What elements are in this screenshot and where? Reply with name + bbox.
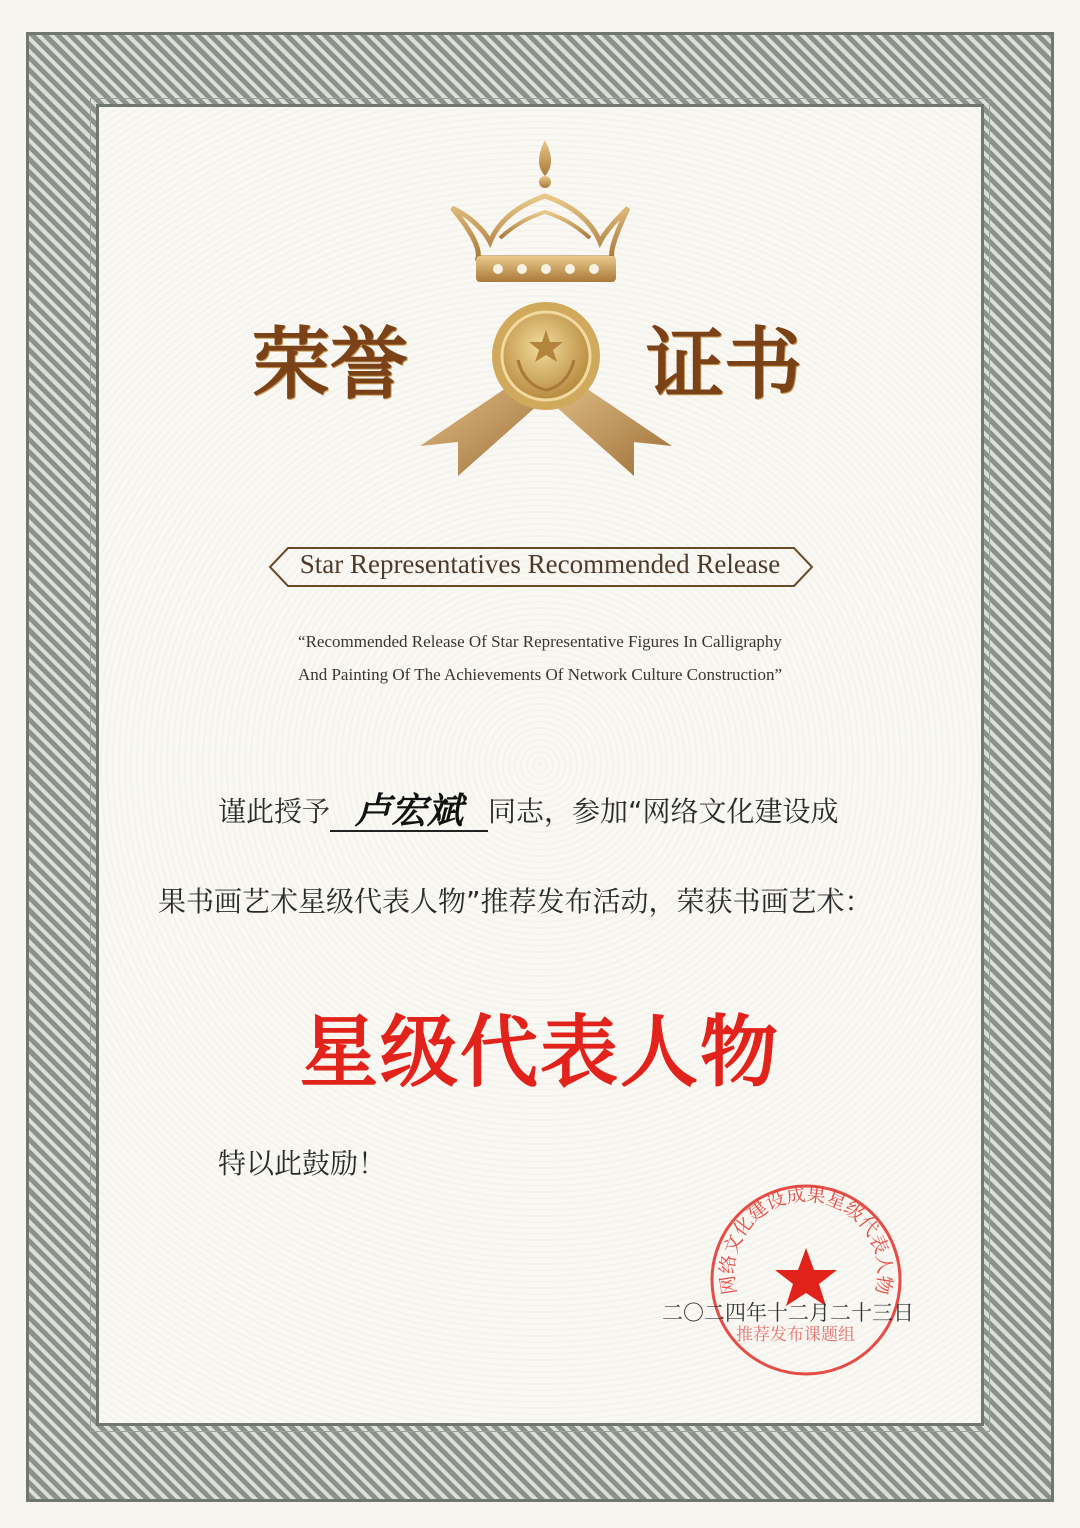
award-title: 星级代表人物 [299,1008,780,1098]
body-suffix: 同志，参加“网络文化建设成 [488,795,839,828]
recipient-name: 卢宏斌 [330,792,488,832]
crown-icon [440,138,640,288]
seal-bottom-text: 推荐发布课题组 [736,1325,855,1345]
body-prefix: 谨此授予 [218,795,331,828]
body-line-2: 果书画艺术星级代表人物”推荐发布活动，荣获书画艺术： [158,885,873,918]
title-left: 荣誉 [252,319,409,410]
title-right: 证书 [646,319,803,410]
issue-date: 二〇二四年十二月二十三日 [662,1301,914,1325]
closing-text: 特以此鼓励！ [218,1147,387,1180]
banner-text: Star Representatives Recommended Release [299,549,781,579]
body-line-1 [218,790,839,832]
subtitle-line-2: And Painting Of The Achievements Of Network Culture Construction” [297,665,783,684]
official-seal [706,1180,906,1380]
seal-arc-text: 网络文化建设成果星级代表人物 [716,1183,896,1297]
medal-icon [418,300,674,482]
subtitle-line-1: “Recommended Release Of Star Representative Figures In Calligraphy [298,632,782,651]
